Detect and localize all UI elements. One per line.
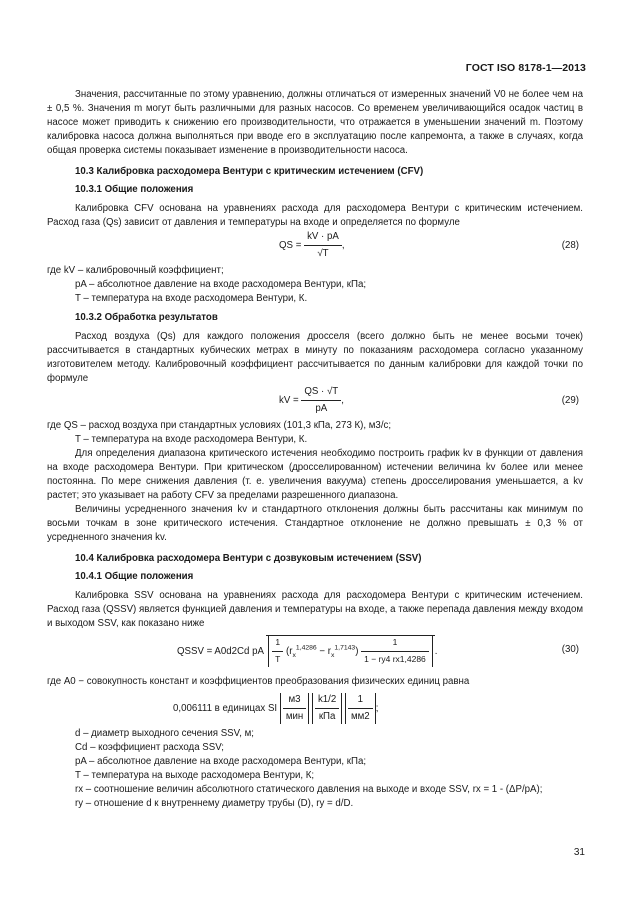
section-10-3-1-heading: 10.3.1 Общие положения <box>75 184 194 196</box>
paragraph-cfv-general: Калибровка CFV основана на уравнениях расхода для расходомера Вентури с критическим истечением. Расход газа (Qs) зависит от давления и температуры на входе и определяется по формуле <box>47 203 583 229</box>
eq29-lhs: kV = <box>279 395 299 407</box>
eq28-denominator: √T <box>317 248 329 260</box>
eq29-tail: , <box>341 395 344 407</box>
eq30-bracket: $\frac{1}{T}$ $(r_x^{1,4286} - r_x^{1,7143})$ $\frac{1}{1 - ry4 rx1,4286}$ <box>268 636 433 667</box>
eq30-inner-fraction <box>361 636 429 667</box>
eq28-tail: , <box>341 240 345 252</box>
equation-number-28: (28) <box>561 240 579 252</box>
where-30-line-3: pA – абсолютное давление на входе расходомера Вентури, кПа; <box>75 755 367 767</box>
eq29-fraction <box>301 385 341 416</box>
unit-1-den: мин <box>285 710 304 722</box>
unit-fraction-3 <box>348 693 373 724</box>
a0-value: 0,006111 в единицах SI <box>173 702 278 714</box>
where-30-line-6: ry – отношение d к внутреннему диаметру трубы (D), ry = d/D. <box>75 797 354 809</box>
section-10-4-1-heading: 10.4.1 Общие положения <box>75 571 194 583</box>
paragraph-cfv-results: Расход воздуха (Qs) для каждого положения дросселя (всего должно быть не менее восьми точек) рассчитывается в стандартных кубических метрах в минуту по показаниям расходомера согласно указанному изготовителем методу. Калибровочный коэффициент рассчитывается по данным калибровки для каждой точки по формуле <box>47 330 583 384</box>
equation-number-30: (30) <box>561 644 579 656</box>
paragraph-ssv-general: Калибровка SSV основана на уравнениях расхода для расходомера Вентури с критическим истечением. Расход газа (QSSV) является функцией давления и температуры на входе, а также перепада давления между входом и выходом SSV, как показано ниже <box>47 590 583 630</box>
paragraph-a0-definition: где A0 − совокупность констант и коэффициентов преобразования физических единиц равна <box>47 676 470 688</box>
equation-number-29: (29) <box>561 395 579 407</box>
eq30-inner-denominator: 1 − ry4 rx1,4286 <box>364 654 426 664</box>
where-28-line-3: T – температура на входе расходомера Вентури, К. <box>75 292 308 304</box>
standard-header: ГОСТ ISO 8178-1—2013 <box>465 62 586 74</box>
unit-3-den: мм2 <box>350 710 370 722</box>
a0-constant-expression <box>47 689 583 727</box>
unit-fraction-2 <box>315 693 339 724</box>
where-30-line-2: Cd – коэффициент расхода SSV; <box>75 741 224 753</box>
where-30-line-1: d – диаметр выходного сечения SSV, м; <box>75 728 254 739</box>
equation-30: QSSV = A0d2Cd pA $\frac{1}{T}$ $(r_x^{1,4286} - r_x^{1,7143})$ $\frac{1}{1 - ry4 rx1,4286}$ . (30) <box>47 631 583 675</box>
where-28-line-2: pA – абсолютное давление на входе расходомера Вентури, кПа; <box>75 279 367 291</box>
page-content <box>47 88 583 810</box>
unit-bracket-2 <box>312 693 342 724</box>
where-29-line-2: T – температура на входе расходомера Вентури, К. <box>75 434 308 446</box>
unit-bracket-3 <box>345 693 376 724</box>
eq28-fraction <box>304 230 342 261</box>
section-10-4-heading: 10.4 Калибровка расходомера Вентури с дозвуковым истечением (SSV) <box>75 552 422 564</box>
equation-28 <box>47 230 583 264</box>
eq30-exponent-1: 1,4286 <box>295 644 317 652</box>
section-10-3-heading: 10.3 Калибровка расходомера Вентури с критическим истечением (CFV) <box>75 165 424 177</box>
eq30-lhs: QSSV = A0d2Cd pA <box>177 646 264 658</box>
where-30-line-4: T – температура на выходе расходомера Вентури, К; <box>75 769 315 781</box>
equation-29 <box>47 385 583 419</box>
paragraph-critical-range: Для определения диапазона критического истечения необходимо построить график kv в функции от давления на входе расходомера Вентури. При критическом (дросселированном) истечении величина kv более или менее постоянна. По мере снижения давления (т. е. увеличения вакуума) степень дросселирования уменьшается, а kv растет; это указывает на работу CFV за пределами разрешенного диапазона. <box>47 448 583 501</box>
where-28-line-1: где kV – калибровочный коэффициент; <box>47 265 224 277</box>
section-10-3-2-heading: 10.3.2 Обработка результатов <box>75 311 218 323</box>
unit-fraction-1 <box>283 693 306 724</box>
eq29-denominator: pA <box>315 403 328 415</box>
unit-1-num: м3 <box>283 693 306 709</box>
eq30-inner-numerator: 1 <box>361 636 429 652</box>
a0-tail: ; <box>375 702 379 714</box>
unit-2-num: k1/2 <box>315 693 339 709</box>
eq28-lhs: QS = <box>279 240 302 252</box>
unit-2-den: кПа <box>318 710 336 722</box>
where-29-line-1: где QS – расход воздуха при стандартных условиях (101,3 кПа, 273 К), м3/с; <box>47 420 392 432</box>
eq28-numerator: kV · pA <box>304 230 342 246</box>
unit-3-num: 1 <box>348 693 373 709</box>
page-number: 31 <box>573 847 585 858</box>
eq30-radical <box>266 635 435 667</box>
where-30-line-5: rx – соотношение величин абсолютного статического давления на выходе и входе SSV, rx = 1 - (ΔP/pA); <box>75 783 543 795</box>
paragraph-pump-calibration: Значения, рассчитанные по этому уравнению, должны отличаться от измеренных значений V0 не более чем на ± 0,5 %. Значения m могут быть различными для разных насосов. Со временем увеличивающийся осадок частиц в насосе может приводить к снижению его производительности, что отражается в уменьшении значений m. Поэтому калибровка насоса должна выполняться при вводе его в эксплуатацию после капремонта, а также в случаях, когда общая проверка системы показывает изменение в производительности насоса. <box>47 89 583 156</box>
paragraph-std-deviation: Величины усредненного значения kv и стандартного отклонения должны быть рассчитаны как минимум по восьми точкам в зоне критического истечения. Стандартное отклонение не должно превышать ± 0,3 % от усредненного значения kv. <box>47 503 583 543</box>
eq30-exponent-2: 1,7143 <box>334 644 356 652</box>
eq30-one-over-t: $\frac{1}{T}$ <box>272 636 283 667</box>
unit-bracket-1 <box>280 693 309 724</box>
eq29-numerator: QS · √T <box>301 385 341 401</box>
